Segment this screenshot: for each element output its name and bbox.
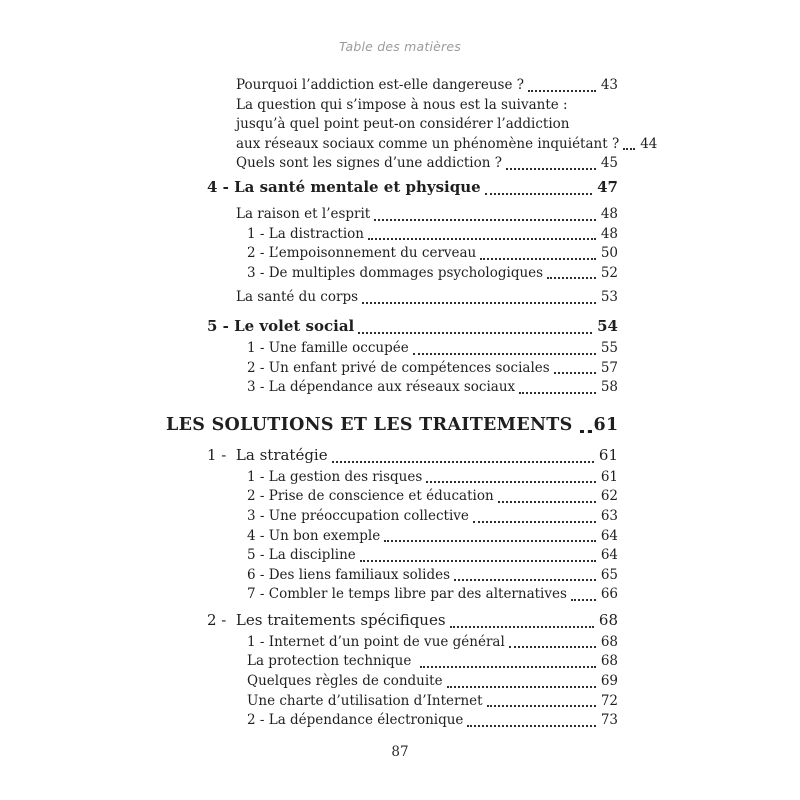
toc-entry (166, 174, 618, 200)
toc-entry-page-number: 68 (600, 653, 618, 670)
toc-entry-page-number: 64 (600, 547, 618, 564)
toc-entry (166, 313, 618, 339)
toc-entry (166, 711, 618, 731)
toc-entry (166, 378, 618, 398)
toc-entry-page-number: 72 (600, 692, 618, 709)
dot-leader (447, 686, 596, 688)
dot-leader (454, 579, 596, 581)
dot-leader (360, 560, 596, 562)
toc-entry-page-number: 53 (600, 289, 618, 306)
toc-entry-page-number: 63 (600, 507, 618, 524)
toc-entry (166, 135, 658, 155)
toc-entry-label: Pourquoi l’addiction est-elle dangereuse ? (236, 77, 524, 93)
toc-entry-page-number: 64 (600, 527, 618, 544)
dot-leader (580, 430, 592, 433)
toc-entry-label: jusqu’à quel point peut-on considérer l’addiction (236, 116, 570, 133)
dot-leader (332, 461, 594, 463)
toc-entry (166, 507, 618, 527)
toc-entry-page-number: 47 (597, 177, 618, 196)
toc-entry (166, 115, 618, 135)
toc-entry (166, 205, 618, 225)
toc-entry-page-number: 54 (597, 316, 618, 335)
toc-entry-label: 3 - Une préoccupation collective (247, 507, 469, 524)
toc-entry-page-number: 43 (600, 77, 618, 93)
toc-entry-label: 1 - Une famille occupée (247, 339, 409, 356)
dot-leader (467, 725, 595, 727)
toc-entry-label: 1 - La distraction (247, 225, 364, 242)
toc-entry-page-number: 65 (600, 566, 618, 583)
dot-leader (368, 238, 596, 240)
toc-entry-page-number: 48 (600, 225, 618, 242)
toc-entry-label: 3 - La dépendance aux réseaux sociaux (247, 379, 516, 396)
toc-entry (166, 76, 618, 96)
toc-list (166, 76, 658, 731)
toc-entry-label: 5 - Le volet social (207, 316, 355, 335)
toc-entry (166, 264, 618, 284)
toc-entry (166, 288, 618, 308)
toc-entry-page-number: 58 (600, 379, 618, 396)
toc-entry (166, 244, 618, 264)
toc-entry-label: 5 - La discipline (247, 547, 356, 564)
toc-entry-page-number: 50 (600, 245, 618, 262)
toc-entry (166, 527, 618, 547)
toc-entry-page-number: 69 (600, 673, 618, 690)
toc-entry-page-number: 68 (598, 610, 618, 629)
toc-entry (166, 585, 618, 605)
toc-entry (166, 672, 618, 692)
toc-entry-label: 7 - Combler le temps libre par des alternatives (247, 586, 567, 603)
toc-entry (166, 566, 618, 586)
toc-entry (166, 692, 618, 712)
dot-leader (623, 148, 635, 150)
dot-leader (413, 353, 596, 355)
toc-entry-page-number: 61 (600, 468, 618, 485)
toc-entry-page-number: 61 (593, 414, 619, 435)
toc-entry-page-number: 48 (600, 205, 618, 222)
dot-leader (384, 540, 596, 542)
dot-leader (374, 219, 596, 221)
dot-leader (519, 392, 596, 394)
toc-entry-page-number: 45 (600, 155, 618, 172)
toc-entry-page-number: 68 (600, 633, 618, 650)
toc-entry-page-number: 57 (600, 359, 618, 376)
toc-entry-page-number: 62 (600, 488, 618, 505)
dot-leader (506, 168, 596, 170)
toc-entry-label: 2 - Les traitements spécifiques (207, 610, 446, 629)
toc-entry-label: La question qui s’impose à nous est la suivante : (236, 96, 568, 113)
dot-leader (547, 277, 596, 279)
toc-entry (166, 339, 618, 359)
dot-leader (473, 521, 596, 523)
dot-leader (358, 332, 592, 334)
dot-leader (528, 90, 596, 92)
toc-entry-label: 1 - La stratégie (207, 445, 328, 464)
toc-entry-label: 1 - La gestion des risques (247, 468, 423, 485)
page-number-footer: 87 (391, 744, 409, 760)
toc-entry-page-number: 55 (600, 339, 618, 356)
toc-entry-label: Une charte d’utilisation d’Internet (247, 692, 483, 709)
dot-leader (450, 626, 594, 628)
dot-leader (480, 258, 596, 260)
toc-entry-label: 2 - Prise de conscience et éducation (247, 488, 494, 505)
toc-entry (166, 546, 618, 566)
toc-entry-label: 4 - Un bon exemple (247, 527, 381, 544)
toc-entry-label: 2 - L’empoisonnement du cerveau (247, 245, 477, 262)
dot-leader (509, 646, 596, 648)
toc-entry (166, 225, 618, 245)
toc-entry-label: Quelques règles de conduite (247, 673, 443, 690)
dot-leader (426, 481, 596, 483)
toc-entry (166, 652, 618, 672)
dot-leader (554, 372, 596, 374)
toc-entry (166, 96, 618, 116)
toc-entry (166, 487, 618, 507)
dot-leader (571, 599, 596, 601)
toc-entry-label: 4 - La santé mentale et physique (207, 177, 481, 196)
toc-entry (166, 154, 618, 174)
toc-entry (166, 442, 618, 468)
toc-entry-label: 2 - La dépendance électronique (247, 712, 464, 729)
toc-entry-label: 2 - Un enfant privé de compétences sociales (247, 359, 550, 376)
toc-entry-label: 3 - De multiples dommages psychologiques (247, 264, 544, 281)
toc-entry-page-number: 61 (598, 445, 618, 464)
toc-entry (166, 468, 618, 488)
toc-entry-label: La raison et l’esprit (236, 205, 371, 222)
toc-entry-label: 6 - Des liens familiaux solides (247, 566, 451, 583)
toc-entry-page-number: 73 (600, 712, 618, 729)
dot-leader (498, 501, 596, 503)
toc-entry-page-number: 52 (600, 264, 618, 281)
toc-entry-label: Quels sont les signes d’une addiction ? (236, 155, 502, 172)
toc-entry (166, 359, 618, 379)
toc-entry-label: 1 - Internet d’un point de vue général (247, 633, 505, 650)
toc-entry-page-number: 44 (640, 135, 658, 152)
toc-entry-label: LES SOLUTIONS ET LES TRAITEMENTS (166, 414, 573, 435)
toc-entry-label: aux réseaux sociaux comme un phénomène inquiétant ? (236, 135, 620, 152)
toc-entry (166, 410, 618, 440)
toc-entry-label: La protection technique (247, 653, 416, 670)
toc-entry-page-number: 66 (600, 586, 618, 603)
dot-leader (487, 705, 596, 707)
toc-entry (166, 607, 618, 633)
dot-leader (485, 193, 592, 195)
running-header-title: Table des matières (338, 39, 461, 54)
dot-leader (420, 666, 596, 668)
dot-leader (362, 302, 596, 304)
toc-entry (166, 633, 618, 653)
toc-entry-label: La santé du corps (236, 289, 359, 306)
